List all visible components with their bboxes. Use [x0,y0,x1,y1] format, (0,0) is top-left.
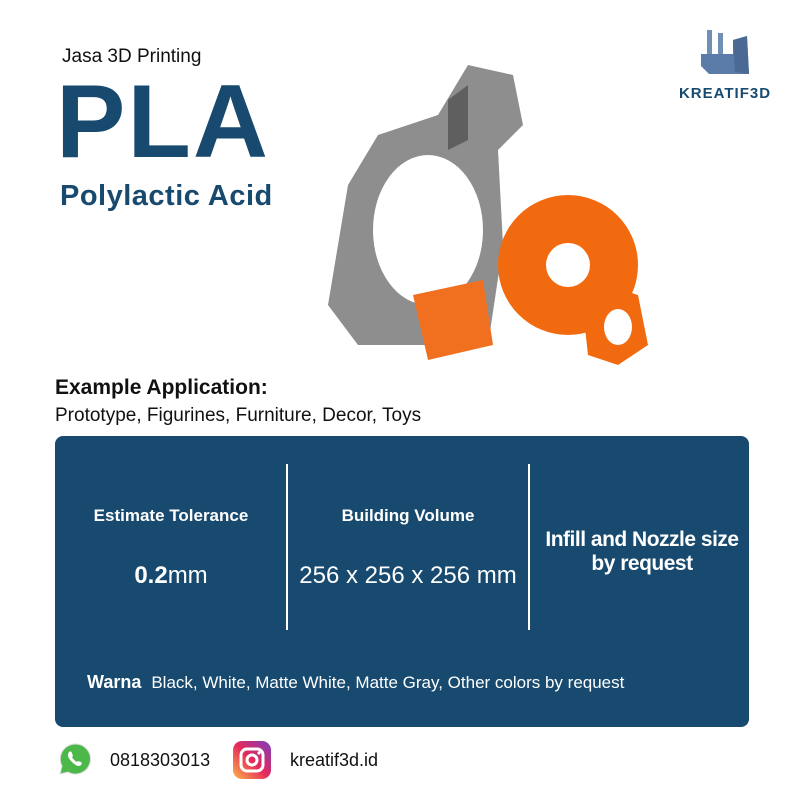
colors-label: Warna [87,672,142,692]
spec-label: Building Volume [341,506,475,525]
spec-label: Estimate Tolerance [93,506,249,525]
application-heading: Example Application: [55,376,268,399]
colors-row [87,672,624,693]
logo-text: KREATIF3D [678,85,772,102]
tolerance-number: 0.2 [134,562,168,589]
tolerance-unit: mm [167,562,208,589]
colors-text: Black, White, Matte White, Matte Gray, Other colors by request [151,673,625,692]
spec-value: 256 x 256 x 256 mm [299,562,517,589]
instagram-icon [233,741,271,779]
brand-logo [665,28,785,102]
divider [286,464,288,630]
page-title: PLA [56,64,270,180]
spec-label: Infill and Nozzle size by request [545,528,739,575]
instagram-handle: kreatif3d.id [290,750,379,770]
specs-panel [55,436,749,727]
service-label: Jasa 3D Printing [62,46,202,67]
spec-value [55,562,287,590]
product-image [318,55,658,375]
divider [528,464,530,630]
whatsapp-icon [58,742,92,776]
application-text: Prototype, Figurines, Furniture, Decor, Toys [55,405,422,426]
material-name: Polylactic Acid [60,180,273,212]
logo-mark-icon [697,28,753,78]
phone-number: 0818303013 [110,750,211,770]
